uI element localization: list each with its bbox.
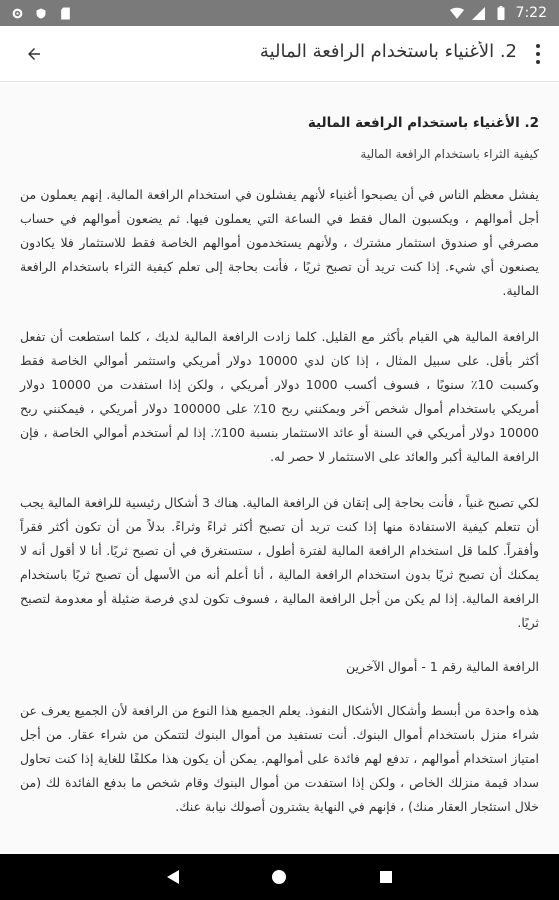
- article: [0, 83, 559, 819]
- sd-card-icon: [58, 6, 72, 20]
- nav-home-button[interactable]: [264, 862, 294, 892]
- more-vert-icon-dot: [536, 52, 540, 56]
- page-title: 2. الأغنياء باستخدام الرافعة المالية: [259, 41, 517, 62]
- recents-square-icon: [379, 870, 393, 884]
- shield-icon: [34, 6, 48, 20]
- status-left-icons: [0, 6, 72, 20]
- overflow-menu-button[interactable]: [531, 40, 545, 68]
- wifi-icon: [450, 6, 464, 20]
- status-time: 7:22: [515, 5, 547, 21]
- status-bar: [0, 0, 559, 26]
- more-vert-icon-dot: [536, 60, 540, 64]
- gear-icon: [10, 6, 24, 20]
- system-nav-bar: [0, 854, 559, 900]
- app-bar: [0, 26, 559, 82]
- arrow-back-icon: [25, 45, 43, 63]
- article-paragraph: الرافعة المالية هي القيام بأكثر مع القليل. كلما زادت الرافعة المالية لديك ، كلما استطعت أن تفعل أكثر بأقل. على سبيل المثال ، إذا كان لدي 10000 دولار أمريكي واستثمر أموالي الخاصة فقط وكسبت 10٪ سنويًا ، فسوف أكسب 1000 دولار أمريكي ، ولكن إذا استفدت من 10000 دولار أمريكي باستخدام أموال شخص آخر ويمكنني ربح 10٪ على 100000 دولار أمريكي ، فيمكنني ربح 10000 دولار أمريكي في السنة أو عائد الاستثمار بنسبة 100٪. إذا لم أستخدم أموالي الخاصة ، فإن الرافعة المالية أكبر والعائد على الاستثمار لا حصر له.: [20, 329, 539, 464]
- article-paragraph: هذه واحدة من أبسط وأشكال الأشكال النفوذ. يعلم الجميع هذا النوع من الرافعة لأن الجميع يعرف عن شراء منزل باستخدام أموال البنوك. أنت تستفيد من أموال البنوك لتتمكن من شراء عقار. من أجل امتياز استخدام أموالهم ، تدفع لهم فائدة على أموالهم. يمكن أن يكون هذا مكلفًا للغاية إذا كنت تحاول سداد قيمة منزلك الخاص ، ولكن إذا استفدت من أموال البنوك وقام شخص ما بدفع الفائدة لك (من خلال استئجار العقار منك) ، فإنهم في النهاية يشترون أصولك نيابة عنك.: [20, 703, 539, 814]
- signal-icon: [472, 6, 486, 20]
- nav-recents-button[interactable]: [371, 862, 401, 892]
- article-title: 2. الأغنياء باستخدام الرافعة المالية: [307, 115, 539, 131]
- back-triangle-icon: [166, 869, 180, 885]
- back-button[interactable]: [20, 40, 48, 68]
- battery-icon: [494, 6, 508, 20]
- status-right: [450, 5, 559, 21]
- section-heading: الرافعة المالية رقم 1 - أموال الآخرين: [345, 659, 539, 674]
- nav-back-button[interactable]: [158, 862, 188, 892]
- article-paragraph: لكي تصبح غنياً ، فأنت بحاجة إلى إتقان فن الرافعة المالية. هناك 3 أشكال رئيسية للرافعة المالية يجب أن تتعلم كيفية الاستفادة منها إذا كنت تريد أن تصبح أكثر ثراءً وثراءً. بدلاً من أن تكون أكثر فقراً وأفقراً. كلما قل استخدام الرافعة المالية لفترة أطول ، ستستغرق في أن تصبح ثريًا. أنا لا أقول أنه لا يمكنك أن تصبح ثريًا بدون استخدام الرافعة المالية ، أنا أعلم أنه من الأسهل أن تصبح ثريًا باستخدام الرافعة المالية. إذا لم يكن من أجل الرافعة المالية ، فسوف تكون لدي فرصة ضئيلة أو معدومة لتصبح ثريًا.: [20, 495, 539, 630]
- more-vert-icon-dot: [536, 44, 540, 48]
- article-paragraph: يفشل معظم الناس في أن يصبحوا أغنياء لأنهم يفشلون في استخدام الرافعة المالية. إنهم يعملون من أجل أموالهم ، ويكسبون المال فقط في الساعة التي يعملون فيها. ثم يضعون أموالهم في حساب مصرفي أو صندوق استثمار مشترك ، ولأنهم يستخدمون أموالهم الخاصة فقط للاستثمار فلا يكادون يصنعون أي شيء. إذا كنت تريد أن تصبح ثريًا ، فأنت بحاجة إلى تعلم كيفية الثراء باستخدام الرافعة المالية.: [20, 187, 539, 298]
- article-scroll-area[interactable]: [0, 83, 559, 854]
- article-subtitle: كيفية الثراء باستخدام الرافعة المالية: [360, 147, 539, 161]
- home-circle-icon: [271, 869, 287, 885]
